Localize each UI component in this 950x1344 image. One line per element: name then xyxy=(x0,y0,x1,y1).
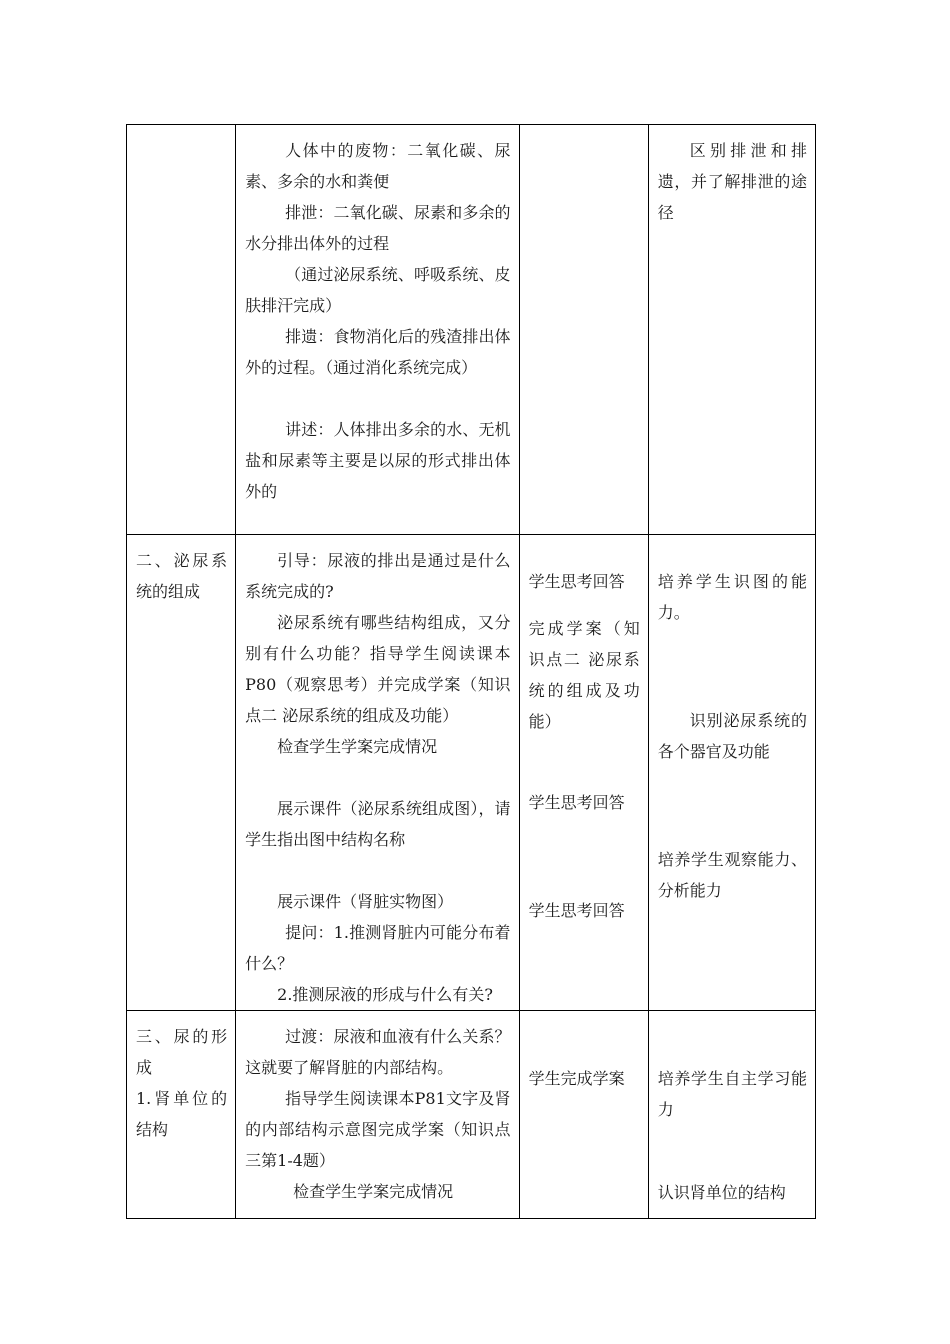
subsection-title: 1.肾单位的结构 xyxy=(136,1089,228,1139)
paragraph: 指导学生阅读课本P81文字及肾的内部结构示意图完成学案（知识点三第1-4题） xyxy=(245,1089,511,1170)
teacher-activity-cell xyxy=(236,1011,519,1219)
paragraph: 检查学生学案完成情况 xyxy=(277,737,438,756)
paragraph: （通过泌尿系统、呼吸系统、皮肤排汗完成） xyxy=(245,265,511,315)
paragraph: 培养学生自主学习能力 xyxy=(657,1069,807,1119)
section-cell xyxy=(127,1011,236,1219)
design-intent-cell xyxy=(648,1011,815,1219)
section-cell xyxy=(127,535,236,1011)
student-activity-cell xyxy=(519,125,648,535)
paragraph: 过渡：尿液和血液有什么关系？这就要了解肾脏的内部结构。 xyxy=(245,1027,511,1077)
teacher-activity-cell xyxy=(236,535,519,1011)
paragraph: 展示课件（泌尿系统组成图），请学生指出图中结构名称 xyxy=(245,799,511,849)
paragraph: 学生思考回答 xyxy=(528,572,625,591)
section-title: 三、尿的形成 xyxy=(136,1027,228,1077)
student-activity-cell xyxy=(519,1011,648,1219)
paragraph: 培养学生识图的能力。 xyxy=(657,572,807,622)
paragraph: 引导：尿液的排出是通过是什么系统完成的? xyxy=(245,551,511,601)
paragraph: 认识肾单位的结构 xyxy=(657,1183,786,1202)
section-title: 二、泌尿系统的组成 xyxy=(136,551,228,601)
paragraph: 识别泌尿系统的各个器官及功能 xyxy=(657,711,807,761)
paragraph: 讲述：人体排出多余的水、无机盐和尿素等主要是以尿的形式排出体外的 xyxy=(245,420,511,501)
paragraph: 2.推测尿液的形成与什么有关? xyxy=(277,985,494,1004)
paragraph: 检查学生学案完成情况 xyxy=(293,1182,454,1201)
design-intent-cell xyxy=(648,125,815,535)
design-intent-cell xyxy=(648,535,815,1011)
table-row xyxy=(127,1011,816,1219)
paragraph: 泌尿系统有哪些结构组成，又分别有什么功能？指导学生阅读课本P80（观察思考）并完成学案（知识点二 泌尿系统的组成及功能） xyxy=(245,613,511,725)
teacher-activity-cell xyxy=(236,125,519,535)
section-cell xyxy=(127,125,236,535)
table-row xyxy=(127,535,816,1011)
paragraph: 提问：1.推测肾脏内可能分布着什么？ xyxy=(245,923,511,973)
lesson-plan-table xyxy=(126,124,816,1219)
student-activity-cell xyxy=(519,535,648,1011)
paragraph: 学生完成学案 xyxy=(528,1069,625,1088)
paragraph: 学生思考回答 xyxy=(528,793,625,812)
paragraph: 区别排泄和排遗，并了解排泄的途径 xyxy=(657,141,807,222)
table-row xyxy=(127,125,816,535)
paragraph: 排遗：食物消化后的残渣排出体外的过程。（通过消化系统完成） xyxy=(245,327,511,377)
paragraph: 培养学生观察能力、分析能力 xyxy=(657,850,807,900)
paragraph: 人体中的废物：二氧化碳、尿素、多余的水和粪便 xyxy=(245,141,511,191)
paragraph: 完成学案（知识点二 泌尿系统的组成及功能） xyxy=(528,619,640,731)
paragraph: 排泄：二氧化碳、尿素和多余的水分排出体外的过程 xyxy=(245,203,511,253)
paragraph: 学生思考回答 xyxy=(528,901,625,920)
paragraph: 展示课件（肾脏实物图） xyxy=(277,892,454,911)
